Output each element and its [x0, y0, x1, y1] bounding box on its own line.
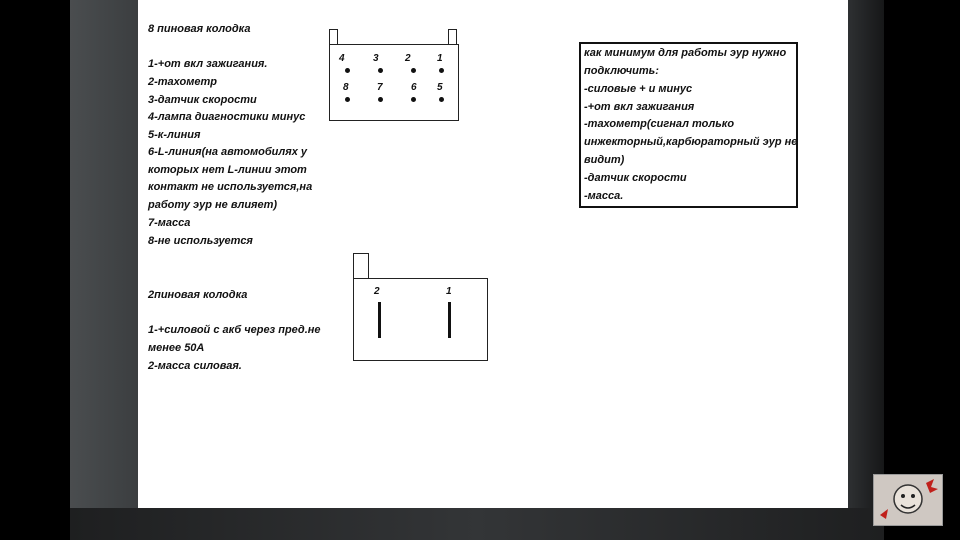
connector8-pin-dot [345, 68, 350, 73]
pinout8-line: 3-датчик скорости [148, 94, 257, 106]
pinout8-line: 8-не используется [148, 235, 253, 247]
connector8-pin-label: 6 [411, 82, 417, 93]
connector8-pin-label: 8 [343, 82, 349, 93]
connector2-pin-bar [448, 302, 451, 338]
note-line: инжекторный,карбюраторный эур не [584, 136, 798, 148]
pinout8-line: которых нет L-линии этот [148, 164, 307, 176]
pinout8-line: 7-масса [148, 217, 191, 229]
background-photo-bottom [70, 508, 884, 540]
connector2-pin-label: 2 [374, 286, 380, 297]
note-line: -силовые + и минус [584, 83, 693, 95]
note-line: -масса. [584, 190, 624, 202]
pinout8-line: контакт не используется,на [148, 181, 313, 193]
note-line: как минимум для работы эур нужно [584, 47, 787, 59]
pinout2-title: 2пиновая колодка [148, 289, 248, 301]
note-line: -датчик скорости [584, 172, 687, 184]
pinout2-line: 1-+силовой с акб через пред.не [148, 324, 321, 336]
connector8-pin-label: 5 [437, 82, 443, 93]
pinout2-line: менее 50А [148, 342, 205, 354]
pinout8-title: 8 пиновая колодка [148, 23, 251, 35]
connector2-pin-bar [378, 302, 381, 338]
connector8-latch-left [329, 29, 338, 45]
note-line: подключить: [584, 65, 659, 77]
pinout8-line: 6-L-линия(на автомобилях у [148, 146, 308, 158]
cartoon-logo-icon [873, 474, 943, 526]
note-line: видит) [584, 154, 625, 166]
connector8-pin-label: 2 [405, 53, 411, 64]
connector2-latch [353, 253, 369, 279]
background-photo-left [70, 0, 138, 540]
note-line: -+от вкл зажигания [584, 101, 695, 113]
note-line: -тахометр(сигнал только [584, 118, 735, 130]
connector8-pin-dot [411, 97, 416, 102]
connector8-pin-dot [439, 68, 444, 73]
connector8-pin-label: 7 [377, 82, 383, 93]
pinout8-line: 4-лампа диагностики минус [148, 111, 306, 123]
connector8-pin-label: 1 [437, 53, 443, 64]
connector2-pin-label: 1 [446, 286, 452, 297]
pinout8-line: 5-к-линия [148, 129, 201, 141]
pinout8-line: 2-тахометр [148, 76, 217, 88]
connector8-pin-dot [439, 97, 444, 102]
background-photo-right [848, 0, 884, 540]
connector8-latch-right [448, 29, 457, 45]
pinout2-line: 2-масса силовая. [148, 360, 242, 372]
connector8-pin-dot [411, 68, 416, 73]
connector8-pin-label: 3 [373, 53, 379, 64]
connector8-pin-dot [378, 97, 383, 102]
connector8-pin-label: 4 [339, 53, 345, 64]
connector8-pin-dot [378, 68, 383, 73]
pinout8-line: работу эур не влияет) [148, 199, 278, 211]
connector8-pin-dot [345, 97, 350, 102]
pinout8-line: 1-+от вкл зажигания. [148, 58, 268, 70]
